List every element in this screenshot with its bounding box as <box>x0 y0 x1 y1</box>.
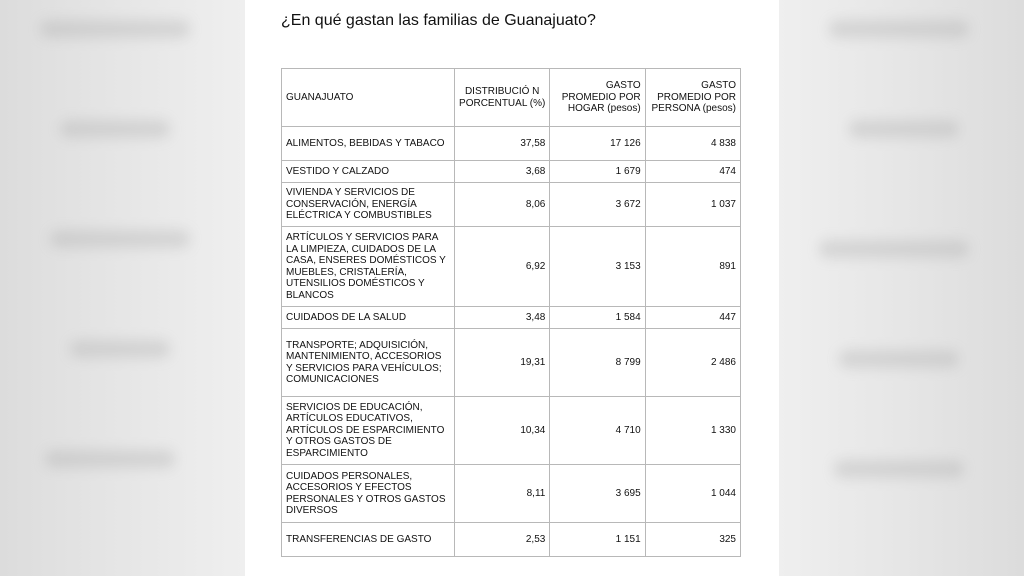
row-distribution: 19,31 <box>455 329 550 397</box>
row-per-household: 3 153 <box>550 227 645 307</box>
row-distribution: 37,58 <box>455 127 550 161</box>
row-category: VESTIDO Y CALZADO <box>282 161 455 183</box>
row-category: CUIDADOS DE LA SALUD <box>282 307 455 329</box>
row-per-person: 891 <box>645 227 740 307</box>
blurred-background-left <box>0 0 245 576</box>
row-distribution: 3,68 <box>455 161 550 183</box>
header-category: GUANAJUATO <box>282 69 455 127</box>
row-per-household: 1 584 <box>550 307 645 329</box>
header-distribution: DISTRIBUCIÓ N PORCENTUAL (%) <box>455 69 550 127</box>
table-row <box>282 183 741 227</box>
row-category: CUIDADOS PERSONALES, ACCESORIOS Y EFECTOS PERSONALES Y OTROS GASTOS DIVERSOS <box>282 465 455 523</box>
row-per-household: 1 679 <box>550 161 645 183</box>
row-category: ALIMENTOS, BEBIDAS Y TABACO <box>282 127 455 161</box>
table-row <box>282 329 741 397</box>
row-per-household: 17 126 <box>550 127 645 161</box>
page-title: ¿En qué gastan las familias de Guanajuato? <box>281 12 596 29</box>
row-per-household: 4 710 <box>550 397 645 465</box>
row-per-person: 4 838 <box>645 127 740 161</box>
row-per-household: 8 799 <box>550 329 645 397</box>
expense-table <box>281 68 741 557</box>
table-row <box>282 161 741 183</box>
row-category: TRANSPORTE; ADQUISICIÓN, MANTENIMIENTO, ACCESORIOS Y SERVICIOS PARA VEHÍCULOS; COMUNICACIONES <box>282 329 455 397</box>
row-per-household: 3 695 <box>550 465 645 523</box>
row-distribution: 8,11 <box>455 465 550 523</box>
row-per-person: 325 <box>645 523 740 557</box>
row-per-person: 2 486 <box>645 329 740 397</box>
table-row <box>282 523 741 557</box>
row-category: ARTÍCULOS Y SERVICIOS PARA LA LIMPIEZA, CUIDADOS DE LA CASA, ENSERES DOMÉSTICOS Y MUEBLES, CRISTALERÍA, UTENSILIOS DOMÉSTICOS Y BLANCOS <box>282 227 455 307</box>
row-category: VIVIENDA Y SERVICIOS DE CONSERVACIÓN, ENERGÍA ELÉCTRICA Y COMBUSTIBLES <box>282 183 455 227</box>
row-distribution: 6,92 <box>455 227 550 307</box>
row-per-household: 3 672 <box>550 183 645 227</box>
table-header-row <box>282 69 741 127</box>
row-per-person: 474 <box>645 161 740 183</box>
header-per-household: GASTO PROMEDIO POR HOGAR (pesos) <box>550 69 645 127</box>
table-row <box>282 397 741 465</box>
table-row <box>282 465 741 523</box>
row-per-household: 1 151 <box>550 523 645 557</box>
row-per-person: 1 044 <box>645 465 740 523</box>
row-category: TRANSFERENCIAS DE GASTO <box>282 523 455 557</box>
row-distribution: 2,53 <box>455 523 550 557</box>
row-per-person: 447 <box>645 307 740 329</box>
row-distribution: 3,48 <box>455 307 550 329</box>
row-distribution: 10,34 <box>455 397 550 465</box>
table-row <box>282 307 741 329</box>
row-category: SERVICIOS DE EDUCACIÓN, ARTÍCULOS EDUCATIVOS, ARTÍCULOS DE ESPARCIMIENTO Y OTROS GASTOS DE ESPARCIMIENTO <box>282 397 455 465</box>
table-row <box>282 227 741 307</box>
row-per-person: 1 330 <box>645 397 740 465</box>
table-row <box>282 127 741 161</box>
header-per-person: GASTO PROMEDIO POR PERSONA (pesos) <box>645 69 740 127</box>
blurred-background-right <box>779 0 1024 576</box>
document-page <box>245 0 779 576</box>
row-per-person: 1 037 <box>645 183 740 227</box>
row-distribution: 8,06 <box>455 183 550 227</box>
